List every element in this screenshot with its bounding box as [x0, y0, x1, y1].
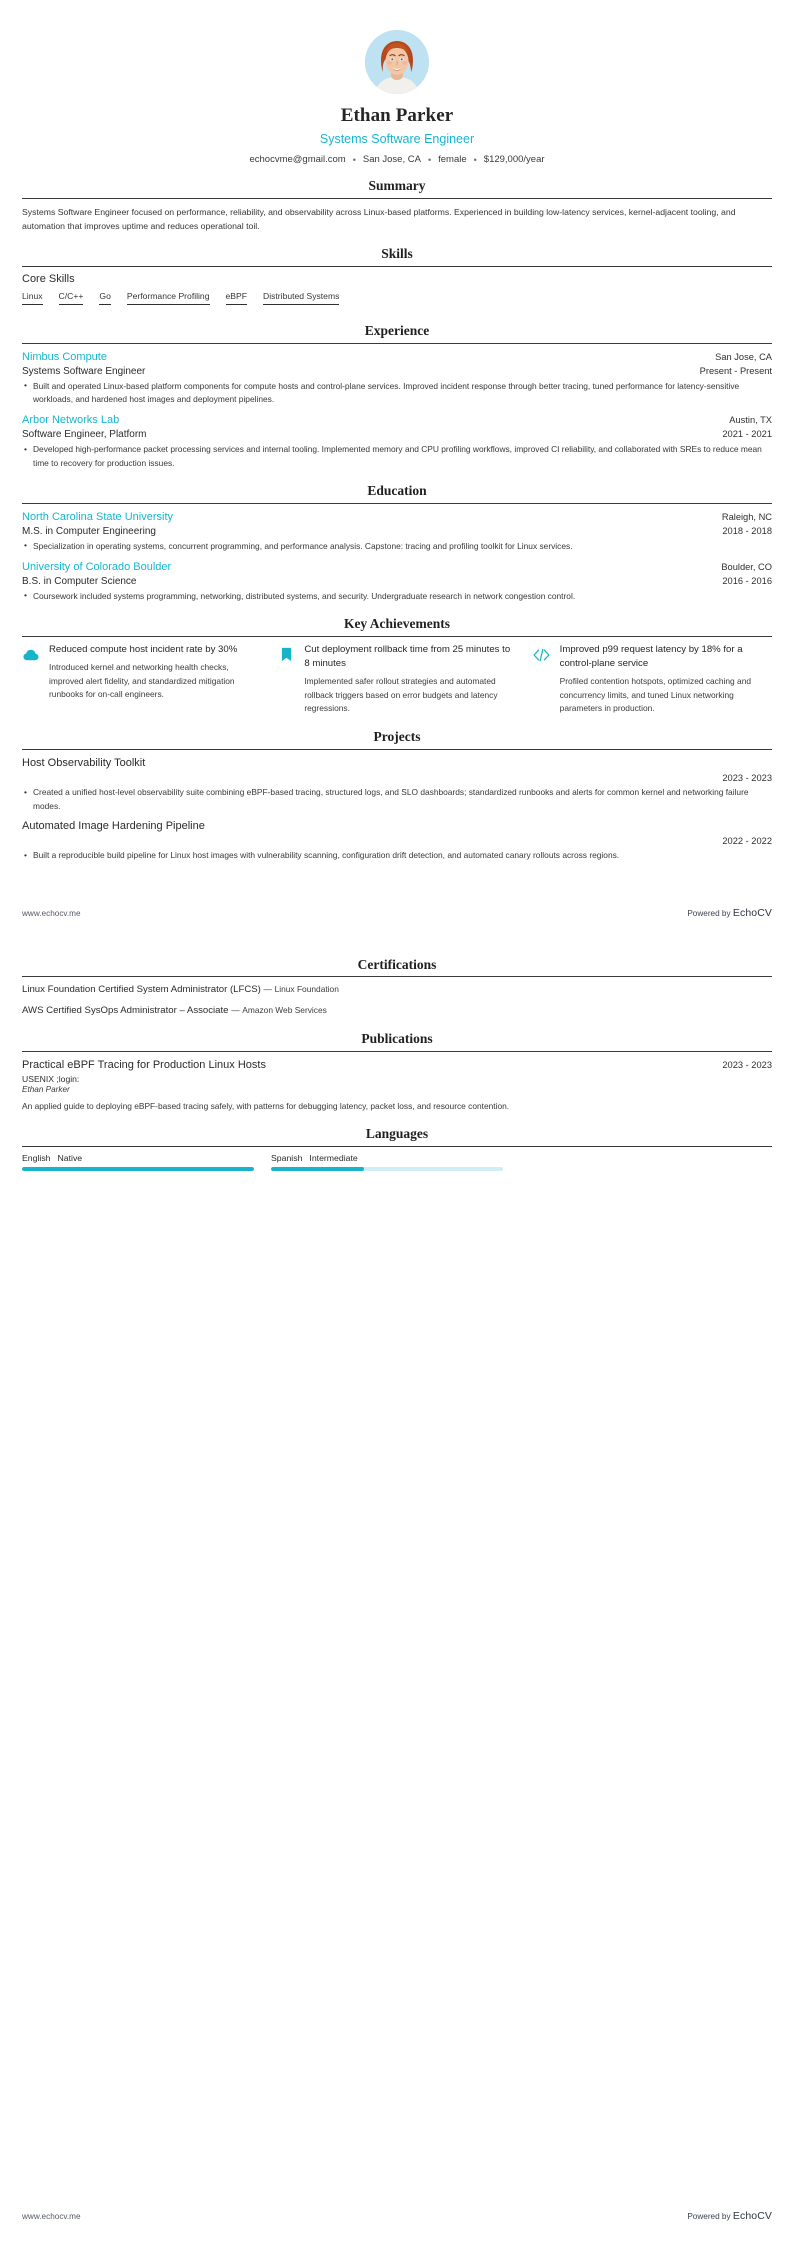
- entry-header: [22, 510, 772, 525]
- section-divider: [22, 1146, 772, 1147]
- entry-subheader: [22, 576, 772, 587]
- experience-role: Software Engineer, Platform: [22, 429, 147, 441]
- person-photo-icon: [365, 30, 429, 94]
- powered-by-label: Powered by: [687, 908, 731, 918]
- section-experience: [22, 323, 772, 470]
- language-name: English: [22, 1153, 51, 1164]
- footer-brand: [687, 907, 772, 919]
- project-bullets: [22, 849, 772, 862]
- skill-chip: Performance Profiling: [127, 291, 210, 305]
- section-certifications: [22, 957, 772, 1019]
- publication-title: Practical eBPF Tracing for Production Linux Hosts: [22, 1059, 266, 1072]
- section-title-experience: Experience: [364, 323, 430, 339]
- experience-organization[interactable]: Arbor Networks Lab: [22, 414, 120, 427]
- contact-line: [22, 154, 772, 165]
- achievement-heading: Improved p99 request latency by 18% for a control-plane service: [559, 643, 743, 669]
- project-name: Automated Image Hardening Pipeline: [22, 819, 205, 832]
- education-degree: M.S. in Computer Engineering: [22, 525, 156, 537]
- section-skills: [22, 246, 772, 310]
- brand-name: EchoCV: [732, 906, 772, 919]
- skill-chip: Linux: [22, 291, 43, 305]
- achievement-heading: Reduced compute host incident rate by 30%: [49, 643, 238, 655]
- achievement-item: [22, 643, 261, 716]
- entry-subheader: [22, 526, 772, 537]
- section-divider: [22, 636, 772, 637]
- powered-by-label: Powered by: [687, 2212, 731, 2221]
- project-entry: [22, 819, 772, 863]
- experience-entry: [22, 350, 772, 406]
- bookmark-icon: [277, 643, 295, 663]
- section-publications: [22, 1031, 772, 1113]
- experience-location: Austin, TX: [729, 415, 772, 426]
- publication-header: [22, 1058, 772, 1073]
- experience-bullets: [22, 380, 772, 407]
- language-proficiency-bar: [271, 1167, 503, 1171]
- publication-venue: USENIX ;login:: [22, 1073, 80, 1084]
- skill-list: [22, 291, 772, 310]
- section-divider: [22, 503, 772, 504]
- footer-url[interactable]: www.echocv.me: [22, 908, 81, 918]
- section-divider: [22, 976, 772, 977]
- publication-entry: [22, 1058, 772, 1113]
- achievement-item: [533, 643, 772, 716]
- bullet-item: • Developed high-performance packet processing services and internal tooling. Implemented memory and CPU profiling workflows, improved CI reliability, and collaborated with SREs to reduce mean time to recovery for production issues.: [22, 443, 772, 470]
- entry-header: [22, 413, 772, 428]
- language-label: [271, 1153, 503, 1163]
- contact-separator: •: [427, 154, 432, 165]
- footer-brand: [687, 2210, 772, 2222]
- experience-location: San Jose, CA: [715, 352, 772, 362]
- achievement-description: Profiled contention hotspots, optimized caching and concurrency limits, and tuned Linux networking parameters in production.: [559, 676, 752, 714]
- avatar: [365, 30, 429, 94]
- language-item: [271, 1153, 503, 1171]
- experience-dates: Present - Present: [699, 365, 772, 376]
- education-bullets: [22, 590, 772, 603]
- skill-chip: Distributed Systems: [263, 291, 339, 305]
- experience-role: Systems Software Engineer: [22, 365, 146, 377]
- experience-organization[interactable]: Nimbus Compute: [22, 351, 107, 363]
- cloud-icon: [22, 643, 40, 663]
- certification-dash: —: [231, 1004, 240, 1015]
- project-dates: 2022 - 2022: [722, 836, 772, 847]
- certification-issuer: Linux Foundation: [274, 984, 339, 995]
- skill-chip: eBPF: [226, 291, 248, 305]
- achievement-item: [277, 643, 516, 716]
- section-key-achievements: [22, 616, 772, 716]
- language-level: Intermediate: [309, 1153, 358, 1164]
- contact-separator: •: [352, 154, 356, 165]
- section-title-publications: Publications: [361, 1031, 433, 1047]
- page-footer: [0, 907, 794, 919]
- achievement-body: [560, 643, 772, 716]
- publication-authors: Ethan Parker: [22, 1084, 70, 1094]
- project-bullets: [22, 786, 772, 813]
- achievement-description: Introduced kernel and networking health checks, improved alert fidelity, and standardized mitigation runbooks for on-call engineers.: [49, 662, 235, 700]
- brand-name: EchoCV: [732, 2210, 772, 2222]
- section-title-languages: Languages: [365, 1126, 429, 1142]
- education-dates: 2016 - 2016: [722, 575, 772, 586]
- education-degree: B.S. in Computer Science: [22, 575, 137, 587]
- project-dates: 2023 - 2023: [722, 773, 772, 784]
- bullet-item: • Created a unified host-level observability suite combining eBPF-based tracing, structured logs, and SLO dashboards; standardized runbooks and alerts for common kernel and networking failure modes.: [22, 786, 772, 813]
- bullet-item: • Specialization in operating systems, concurrent programming, and performance analysis. Capstone: tracing and profiling toolkit for Linux services.: [22, 540, 772, 553]
- footer-url[interactable]: www.echocv.me: [22, 2212, 81, 2221]
- section-divider: [22, 749, 772, 750]
- section-title-summary: Summary: [368, 178, 426, 194]
- contact-location: San Jose, CA: [362, 154, 421, 166]
- contact-email[interactable]: echocvme@gmail.com: [249, 154, 346, 166]
- bullet-item: • Built a reproducible build pipeline for Linux host images with vulnerability scanning, configuration drift detection, and automated canary rollouts across regions.: [22, 849, 772, 862]
- education-entry: [22, 510, 772, 553]
- experience-dates: 2021 - 2021: [722, 429, 772, 440]
- certification-item: [22, 1004, 772, 1018]
- language-label: [22, 1153, 254, 1163]
- section-title-projects: Projects: [373, 729, 421, 745]
- achievement-description: Implemented safer rollout strategies and automated rollback triggers based on error budgets and latency regressions.: [304, 676, 498, 714]
- section-divider: [22, 266, 772, 267]
- certification-issuer: Amazon Web Services: [242, 1004, 327, 1015]
- bullet-item: • Coursework included systems programming, networking, distributed systems, and security. Undergraduate research in network congestion control.: [22, 590, 772, 603]
- page-footer: [0, 2210, 794, 2222]
- project-name: Host Observability Toolkit: [22, 756, 146, 769]
- contact-separator: •: [473, 154, 477, 165]
- language-proficiency-fill: [271, 1167, 364, 1171]
- certification-dash: —: [263, 984, 272, 995]
- publication-description: An applied guide to deploying eBPF-based tracing safely, with patterns for debugging latency, packet loss, and resource contention.: [22, 1100, 510, 1111]
- achievement-heading: Cut deployment rollback time from 25 minutes to 8 minutes: [304, 643, 511, 669]
- resume-header: [22, 0, 772, 165]
- education-entry: [22, 560, 772, 603]
- skill-chip: C/C++: [59, 291, 84, 305]
- section-title-skills: Skills: [381, 246, 413, 262]
- job-title: Systems Software Engineer: [319, 131, 475, 146]
- section-title-certifications: Certifications: [357, 956, 437, 972]
- education-bullets: [22, 540, 772, 553]
- certification-name: Linux Foundation Certified System Administrator (LFCS): [22, 984, 261, 996]
- education-institution[interactable]: University of Colorado Boulder: [22, 560, 172, 573]
- section-summary: [22, 178, 772, 233]
- certification-item: [22, 983, 772, 997]
- contact-salary: $129,000/year: [483, 154, 545, 166]
- entry-subheader: [22, 366, 772, 377]
- summary-text: Systems Software Engineer focused on performance, reliability, and observability across Linux-based platforms. Experienced in building low-latency services, kernel-adjacent tooling, and automation that improves uptime and reduces operational toil.: [22, 207, 736, 232]
- language-proficiency-fill: [22, 1167, 254, 1171]
- project-entry: [22, 756, 772, 813]
- bottom-page-footer: [0, 2210, 794, 2222]
- bullet-item: • Built and operated Linux-based platform components for compute hosts and control-plane services. Improved incident response through better tracing, tuned performance for latency-sensitive workloads, and hardened host images and deployment pipelines.: [22, 380, 772, 407]
- skill-group-name: Core Skills: [22, 273, 75, 286]
- avatar-wrapper: [22, 30, 772, 94]
- full-name: Ethan Parker: [340, 105, 454, 126]
- entry-header: [22, 350, 772, 365]
- section-education: [22, 483, 772, 603]
- publication-dates: 2023 - 2023: [722, 1060, 772, 1071]
- section-title-education: Education: [367, 482, 427, 498]
- skill-chip: Go: [99, 291, 110, 305]
- code-brackets-icon: [533, 643, 551, 663]
- language-proficiency-bar: [22, 1167, 254, 1171]
- achievement-body: [49, 643, 261, 702]
- experience-entry: [22, 413, 772, 469]
- section-divider: [22, 1051, 772, 1052]
- education-dates: 2018 - 2018: [722, 525, 772, 536]
- entry-subheader: [22, 429, 772, 440]
- language-name: Spanish: [271, 1153, 303, 1164]
- education-location: Boulder, CO: [721, 561, 772, 572]
- section-divider: [22, 343, 772, 344]
- languages-grid: [22, 1153, 772, 1171]
- section-divider: [22, 198, 772, 199]
- section-projects: [22, 729, 772, 863]
- language-item: [22, 1153, 254, 1171]
- achievement-body: [304, 643, 516, 716]
- entry-header: [22, 560, 772, 575]
- achievements-grid: [22, 643, 772, 716]
- section-languages: [22, 1126, 772, 1171]
- language-level: Native: [57, 1153, 83, 1164]
- contact-gender: female: [438, 154, 467, 166]
- experience-bullets: [22, 443, 772, 470]
- education-institution[interactable]: North Carolina State University: [22, 510, 174, 523]
- section-title-key-achievements: Key Achievements: [343, 615, 451, 631]
- education-location: Raleigh, NC: [721, 511, 772, 522]
- certification-name: AWS Certified SysOps Administrator – Associate: [22, 1004, 229, 1016]
